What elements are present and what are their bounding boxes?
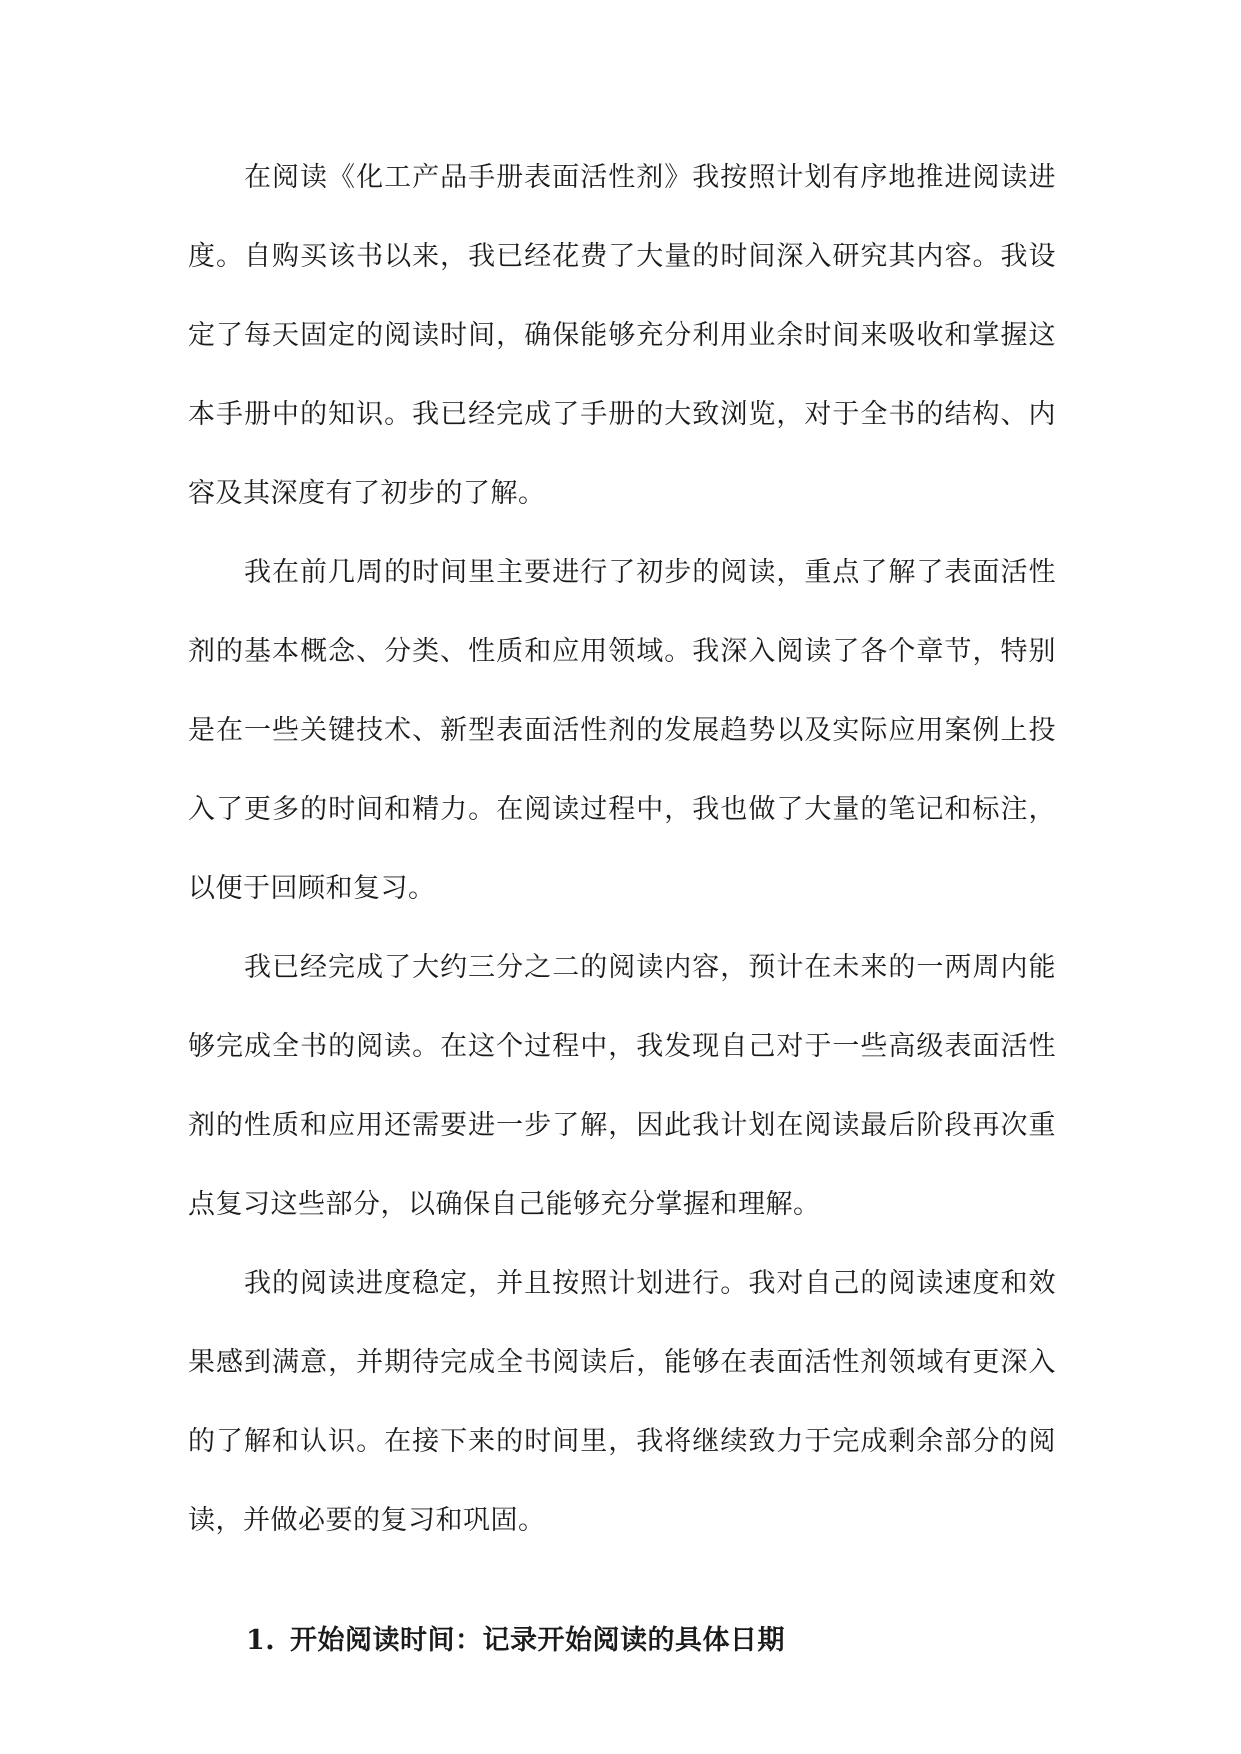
section-heading-number: 1. bbox=[246, 1625, 276, 1656]
paragraph-progress: 我已经完成了大约三分之二的阅读内容，预计在未来的一两周内能够完成全书的阅读。在这个过程中，我发现自己对于一些高级表面活性剂的性质和应用还需要进一步了解，因此我计划在阅读最后阶段再次重点复习这些部分，以确保自己能够充分掌握和理解。 bbox=[188, 952, 1056, 1220]
section-heading-text: 开始阅读时间：记录开始阅读的具体日期 bbox=[290, 1625, 785, 1656]
document-body bbox=[188, 138, 1056, 1680]
paragraph-initial-reading: 我在前几周的时间里主要进行了初步的阅读，重点了解了表面活性剂的基本概念、分类、性质和应用领域。我深入阅读了各个章节，特别是在一些关键技术、新型表面活性剂的发展趋势以及实际应用案例上投入了更多的时间和精力。在阅读过程中，我也做了大量的笔记和标注，以便于回顾和复习。 bbox=[188, 557, 1056, 904]
section-heading bbox=[188, 1601, 1056, 1680]
paragraph-reading-plan: 在阅读《化工产品手册表面活性剂》我按照计划有序地推进阅读进度。自购买该书以来，我已经花费了大量的时间深入研究其内容。我设定了每天固定的阅读时间，确保能够充分利用业余时间来吸收和掌握这本手册中的知识。我已经完成了手册的大致浏览，对于全书的结构、内容及其深度有了初步的了解。 bbox=[188, 162, 1056, 509]
paragraph-summary: 我的阅读进度稳定，并且按照计划进行。我对自己的阅读速度和效果感到满意，并期待完成全书阅读后，能够在表面活性剂领域有更深入的了解和认识。在接下来的时间里，我将继续致力于完成剩余部分的阅读，并做必要的复习和巩固。 bbox=[188, 1268, 1056, 1536]
